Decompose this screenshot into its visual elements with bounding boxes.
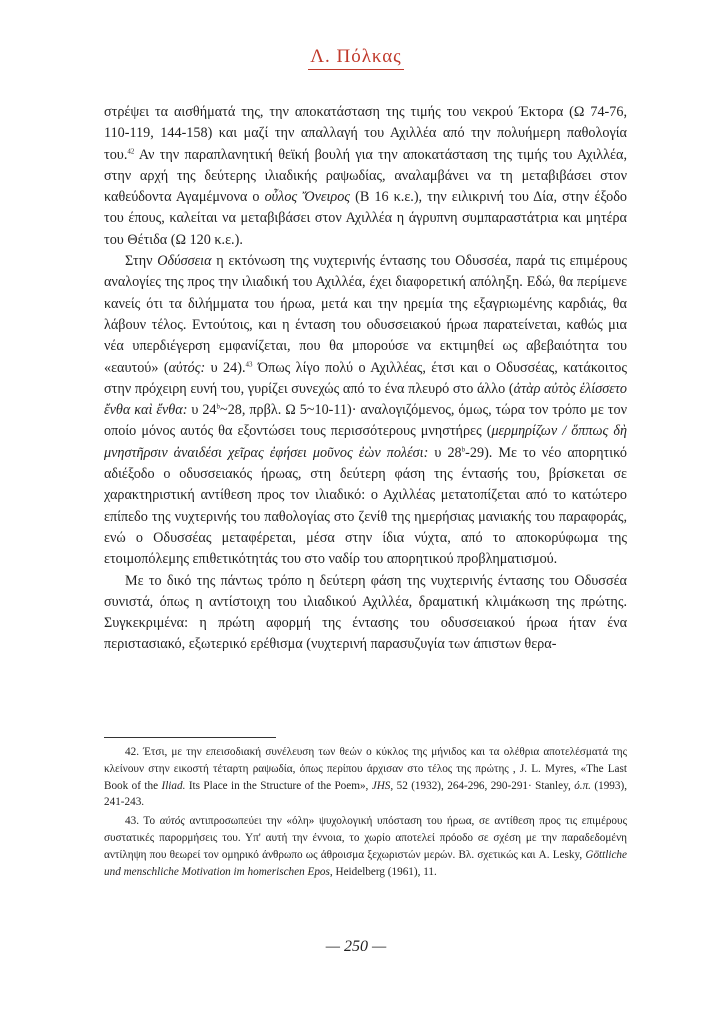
paragraph-1: στρέψει τα αισθήματά της, την αποκατάσταση της τιμής του νεκρού Έκτορα (Ω 74-76, 110-119, 144-158) και μαζί την απαλλαγή του Αχιλλέα από την πολυήμερη παθολογία του.$^{42}$ Αν την παραπλανητική θεϊκή βουλή για την αποκατάσταση της τιμής του Αχιλλέα, στην αρχή της δεύτερης ιλιαδικής ραψωδίας, αναλαμβάνει να τη μεταβιβάσει στον καθεύδοντα Αγαμέμνονα ο οὖλος Ὄνειρος (Β 16 κ.ε.), την ειλικρινή του Δία, στην έξοδο του έπους, καλείται να μεταβιβάσει στον Αχιλλέα η άγρυπνη συμπαραστάτρια και μητέρα του Θέτιδα (Ω 120 κ.ε.). (104, 104, 627, 248)
footnote-43: 43. Το αὐτός αντιπροσωπεύει την «όλη» ψυχολογική υπόσταση του ήρωα, σε αντίθεση προς τις επιμέρους συστατικές παρορμήσεις του. Υπ' αυτή την έννοια, το χωρίο αποτελεί πρόοδο σε σχέση με την παραδεδομένη αντίληψη που θεωρεί τον ομηρικό άνθρωπο ως άθροισμα ξεχωριστών μερών. Βλ. σχετικώς και A. Lesky, Göttliche und menschliche Motivation im homerischen Epos, Heidelberg (1961), 11. (104, 815, 627, 878)
footnote-divider (104, 737, 276, 738)
footnote-ref-43: 43 (245, 359, 253, 368)
footnote-42: 42. Έτσι, με την επεισοδιακή συνέλευση των θεών ο κύκλος της μήνιδος και τα ολέθρια αποτελέσματά της κλείνουν στην εικοστή τέταρτη ραψωδία, όπως περίπου άρχισαν στο τέλος της πρώτης , J. L. Myres, «The Last Book of the Iliad. Its Place in the Structure of the Poem», JHS, 52 (1932), 264-296, 290-291· Stanley, ό.π. (1993), 241-243. (104, 746, 628, 809)
running-header (0, 46, 712, 70)
footnotes (104, 744, 627, 882)
paragraph-2: Στην Οδύσσεια η εκτόνωση της νυχτερινής έντασης του Οδυσσέα, παρά τις επιμέρους αναλογίες της προς την ιλιαδική του Αχιλλέα, έχει διαφορετική απόληξη. Εδώ, θα περίμενε κανείς ότι τα διλήμματα του ήρωα, μετά και την ηρεμία της εξαγριωμένης καρδιάς, θα λάβουν τέλος. Εντούτοις, και η ένταση του οδυσσειακού ήρωα παρατείνεται, καθώς μια νέα υπερδιέγερση εμφανίζεται, που θα μπορούσε να εκτιμηθεί ως αβεβαιότητα του «εαυτού» (αὐτός: υ 24).$^{43}$ Όπως λίγο πολύ ο Αχιλλέας, έτσι και ο Οδυσσέας, κατάκοιτος στην πρόχειρη ευνή του, γυρίζει συνεχώς από το ένα πλευρό στο άλλο (ἀτὰρ αὐτὸς ἑλίσσετο ἔνθα καὶ ἔνθα: υ 24$^b$~28, πρβλ. Ω 5~10-11)· αναλογιζόμενος, όμως, τώρα τον τρόπο με τον οποίο μόνος αυτός θα εξοντώσει τους περισσότερους μνηστήρες (μερμηρίζων / ὅππως δὴ μνηστῆρσιν ἀναιδέσι χεῖρας ἐφήσει μοῦνος ἐὼν πολέσι: υ 28$^b$-29). Με το νέο απορητικό αδιέξοδο ο οδυσσειακός ήρωας, στη δεύτερη φάση της έντασής του, βρίσκεται σε χαρακτηριστική αντίθεση προς τον ιλιαδικό: ο Αχιλλέας μετατοπίζεται από το κατώτερο επίπεδο της νυχτερινής του παθολογίας στο ζενίθ της ημερήσιας μανιακής του παραφοράς, ενώ ο Οδυσσέας μεταφέρεται, μέσα στην ίδια νύχτα, από το αποκορύφωμα της ετοιμοπόλεμης επιθετικότητάς του στο ναδίρ του απορητικού προβληματισμού. (104, 253, 628, 568)
header-title: Λ. Πόλκας (308, 46, 403, 70)
paragraph-3: Με το δικό της πάντως τρόπο η δεύτερη φάση της νυχτερινής έντασης του Οδυσσέα συνιστά, όπως η αντίστοιχη του ιλιαδικού Αχιλλέα, δραματική κλιμάκωση της πρώτης. Συγκεκριμένα: η πρώτη αφορμή της έντασης του οδυσσειακού ήρωα ήταν ένα περιστασιακό, εξωτερικό ερέθισμα (νυχτερινή παρασυζυγία των άπιστων θερα- (104, 572, 627, 653)
main-text (104, 102, 627, 656)
page-number: — 250 — (325, 938, 387, 955)
footnote-ref-42: 42 (127, 146, 135, 155)
